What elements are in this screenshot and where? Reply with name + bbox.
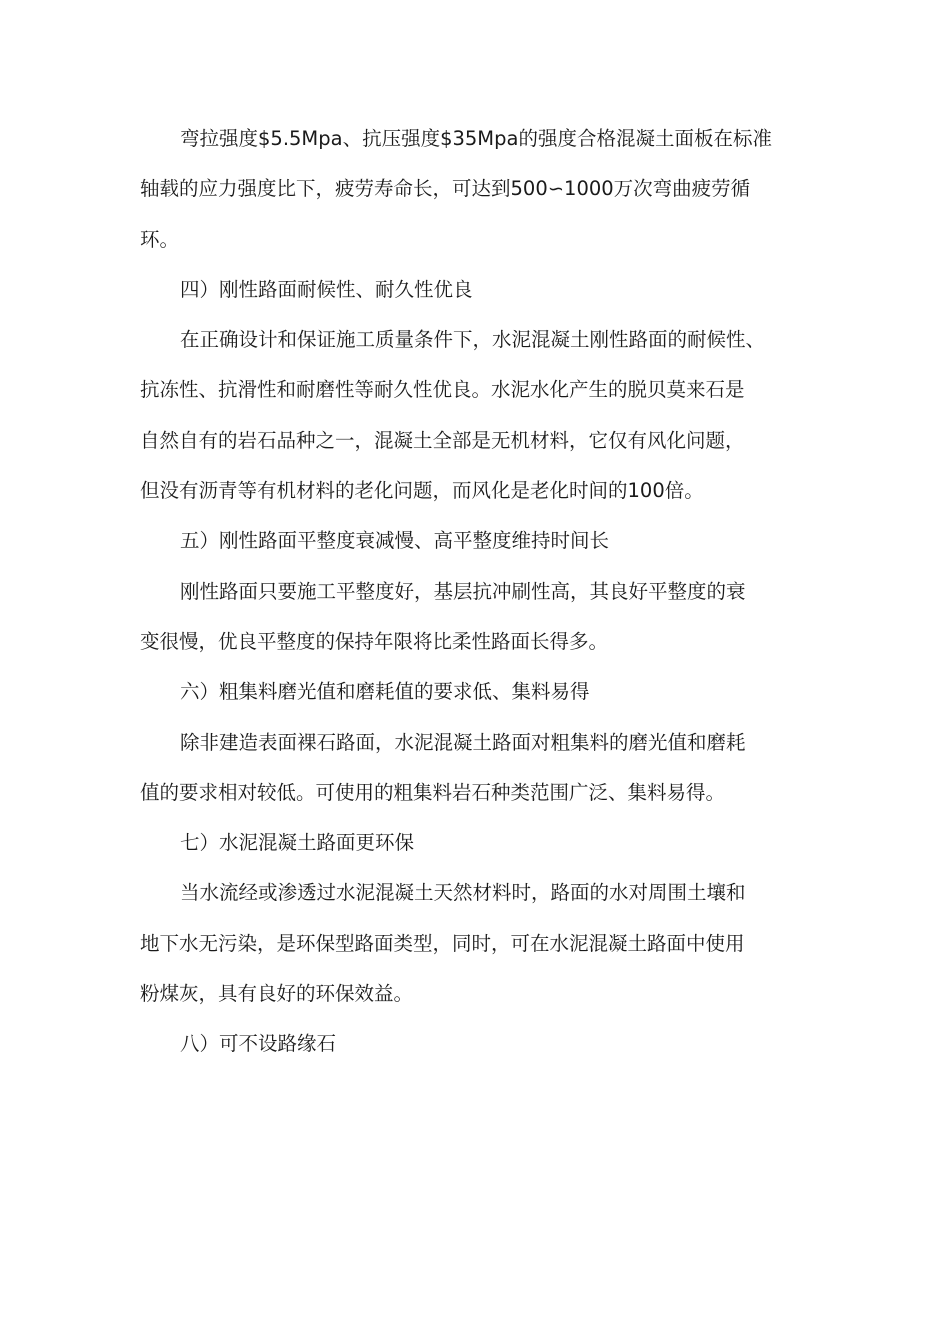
paragraph-line: 值的要求相对较低。可使用的粗集料岩石种类范围广泛、集料易得。 [140,780,726,804]
section-heading: 七）水泥混凝土路面更环保 [180,831,415,855]
paragraph-line: 但没有沥青等有机材料的老化问题，而风化是老化时间的100倍。 [140,479,704,503]
document-body [140,114,820,1070]
paragraph-line: 当水流经或渗透过水泥混凝土天然材料时，路面的水对周围土壤和 [180,881,746,905]
section-heading: 五）刚性路面平整度衰减慢、高平整度维持时间长 [180,529,610,553]
paragraph-line: 环。 [140,227,180,251]
section-heading: 四）刚性路面耐候性、耐久性优良 [180,277,473,301]
paragraph-line: 粉煤灰，具有良好的环保效益。 [140,982,414,1006]
section-heading: 六）粗集料磨光值和磨耗值的要求低、集料易得 [180,680,590,704]
paragraph-line: 弯拉强度$5.5Mpa、抗压强度$35Mpa的强度合格混凝土面板在标准 [180,127,772,150]
paragraph-line: 在正确设计和保证施工质量条件下，水泥混凝土刚性路面的耐候性、 [180,328,766,352]
paragraph-line: 刚性路面只要施工平整度好，基层抗冲刷性高，其良好平整度的衰 [180,579,746,603]
paragraph-line: 除非建造表面裸石路面，水泥混凝土路面对粗集料的磨光值和磨耗 [180,730,746,754]
section-heading: 八）可不设路缘石 [180,1032,337,1056]
paragraph-line: 变很慢，优良平整度的保持年限将比柔性路面长得多。 [140,629,609,653]
paragraph-line: 地下水无污染，是环保型路面类型，同时，可在水泥混凝土路面中使用 [140,931,745,955]
paragraph-line: 抗冻性、抗滑性和耐磨性等耐久性优良。水泥水化产生的脱贝莫来石是 [140,378,745,402]
paragraph-line: 自然自有的岩石品种之一，混凝土全部是无机材料，它仅有风化问题， [140,428,745,452]
paragraph-line: 轴载的应力强度比下，疲劳寿命长，可达到500∽1000万次弯曲疲劳循 [140,177,751,201]
